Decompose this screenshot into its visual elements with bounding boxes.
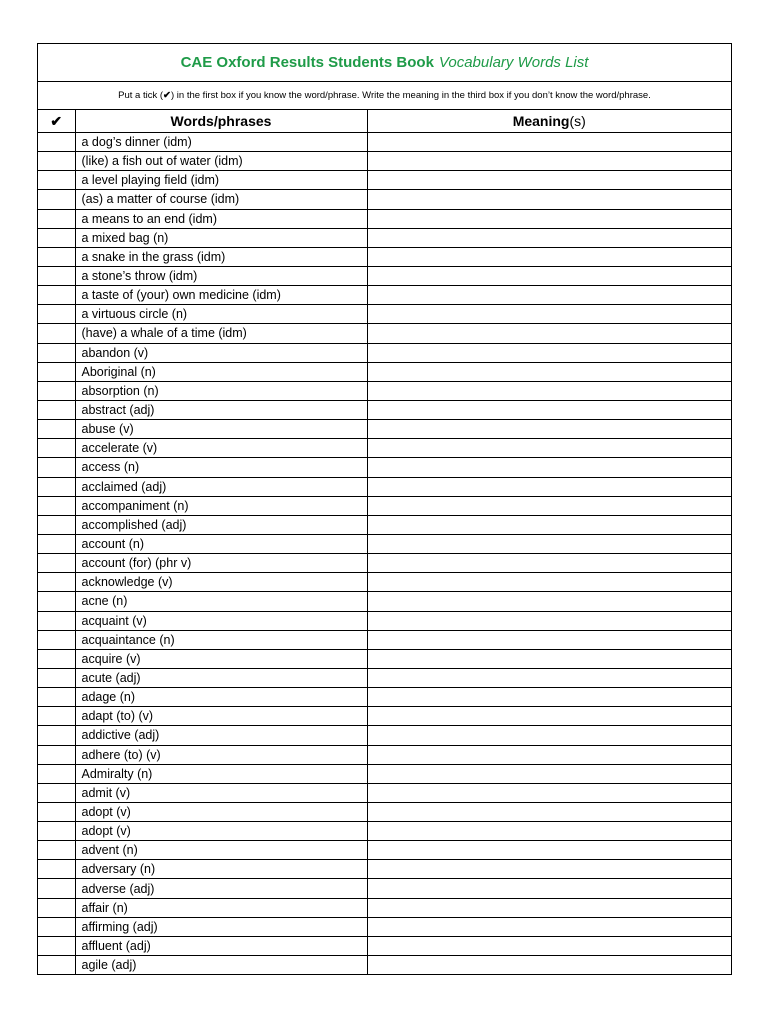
tick-box[interactable] bbox=[38, 515, 75, 534]
tick-column-header bbox=[38, 110, 75, 133]
word-cell: (as) a matter of course (idm) bbox=[75, 190, 367, 209]
table-row bbox=[38, 822, 731, 841]
word-cell: account (for) (phr v) bbox=[75, 554, 367, 573]
tick-box[interactable] bbox=[38, 228, 75, 247]
table-row bbox=[38, 190, 731, 209]
title-row bbox=[38, 44, 731, 82]
table-row bbox=[38, 592, 731, 611]
vocabulary-sheet bbox=[37, 43, 732, 975]
tick-box[interactable] bbox=[38, 860, 75, 879]
meaning-cell[interactable] bbox=[367, 381, 731, 400]
table-row bbox=[38, 802, 731, 821]
word-cell: affirming (adj) bbox=[75, 917, 367, 936]
word-cell: Aboriginal (n) bbox=[75, 362, 367, 381]
word-cell: accomplished (adj) bbox=[75, 515, 367, 534]
tick-box[interactable] bbox=[38, 496, 75, 515]
tick-box[interactable] bbox=[38, 936, 75, 955]
table-row bbox=[38, 266, 731, 285]
meaning-cell[interactable] bbox=[367, 554, 731, 573]
instructions-after: ) in the first box if you know the word/phrase. Write the meaning in the third box if you don’t know the word/phrase. bbox=[171, 90, 651, 101]
word-cell: Admiralty (n) bbox=[75, 764, 367, 783]
word-cell: (like) a fish out of water (idm) bbox=[75, 152, 367, 171]
meaning-cell[interactable] bbox=[367, 152, 731, 171]
word-cell: adhere (to) (v) bbox=[75, 745, 367, 764]
meaning-cell[interactable] bbox=[367, 477, 731, 496]
tick-box[interactable] bbox=[38, 802, 75, 821]
meaning-cell[interactable] bbox=[367, 764, 731, 783]
word-cell: a virtuous circle (n) bbox=[75, 305, 367, 324]
tick-box[interactable] bbox=[38, 247, 75, 266]
meaning-cell[interactable] bbox=[367, 266, 731, 285]
table-row bbox=[38, 534, 731, 553]
meaning-cell[interactable] bbox=[367, 247, 731, 266]
tick-box[interactable] bbox=[38, 554, 75, 573]
table-row bbox=[38, 324, 731, 343]
table-row bbox=[38, 649, 731, 668]
meaning-cell[interactable] bbox=[367, 592, 731, 611]
tick-box[interactable] bbox=[38, 745, 75, 764]
meaning-cell[interactable] bbox=[367, 688, 731, 707]
tick-box[interactable] bbox=[38, 822, 75, 841]
table-row bbox=[38, 668, 731, 687]
instructions-before: Put a tick ( bbox=[118, 90, 164, 101]
table-row bbox=[38, 228, 731, 247]
tick-box[interactable] bbox=[38, 668, 75, 687]
table-row bbox=[38, 630, 731, 649]
table-row bbox=[38, 726, 731, 745]
word-cell: adopt (v) bbox=[75, 802, 367, 821]
word-cell: adapt (to) (v) bbox=[75, 707, 367, 726]
tick-box[interactable] bbox=[38, 726, 75, 745]
table-row bbox=[38, 936, 731, 955]
word-cell: acquaint (v) bbox=[75, 611, 367, 630]
meaning-cell[interactable] bbox=[367, 228, 731, 247]
word-cell: accompaniment (n) bbox=[75, 496, 367, 515]
word-cell: acne (n) bbox=[75, 592, 367, 611]
header-row bbox=[38, 110, 731, 133]
word-cell: a snake in the grass (idm) bbox=[75, 247, 367, 266]
tick-box[interactable] bbox=[38, 439, 75, 458]
tick-box[interactable] bbox=[38, 783, 75, 802]
meaning-cell[interactable] bbox=[367, 879, 731, 898]
table-row bbox=[38, 956, 731, 975]
table-row bbox=[38, 917, 731, 936]
tick-box[interactable] bbox=[38, 458, 75, 477]
meaning-cell[interactable] bbox=[367, 649, 731, 668]
word-cell: abstract (adj) bbox=[75, 400, 367, 419]
meaning-cell[interactable] bbox=[367, 133, 731, 152]
meaning-cell[interactable] bbox=[367, 496, 731, 515]
meaning-header-label: Meaning bbox=[512, 113, 570, 129]
table-row bbox=[38, 171, 731, 190]
table-row bbox=[38, 515, 731, 534]
word-cell: acquire (v) bbox=[75, 649, 367, 668]
meaning-cell[interactable] bbox=[367, 439, 731, 458]
meaning-cell[interactable] bbox=[367, 707, 731, 726]
tick-box[interactable] bbox=[38, 209, 75, 228]
tick-box[interactable] bbox=[38, 400, 75, 419]
meaning-cell[interactable] bbox=[367, 611, 731, 630]
meaning-cell[interactable] bbox=[367, 362, 731, 381]
tick-box[interactable] bbox=[38, 133, 75, 152]
table-row bbox=[38, 477, 731, 496]
tick-box[interactable] bbox=[38, 420, 75, 439]
tick-box[interactable] bbox=[38, 630, 75, 649]
meaning-cell[interactable] bbox=[367, 668, 731, 687]
table-row bbox=[38, 688, 731, 707]
meaning-cell[interactable] bbox=[367, 745, 731, 764]
word-cell: addictive (adj) bbox=[75, 726, 367, 745]
word-cell: acclaimed (adj) bbox=[75, 477, 367, 496]
table-row bbox=[38, 305, 731, 324]
table-row bbox=[38, 458, 731, 477]
table-row bbox=[38, 573, 731, 592]
tick-box[interactable] bbox=[38, 534, 75, 553]
word-cell: affair (n) bbox=[75, 898, 367, 917]
title-sub: Vocabulary Words List bbox=[438, 54, 589, 71]
table-row bbox=[38, 745, 731, 764]
word-cell: adverse (adj) bbox=[75, 879, 367, 898]
word-cell: acquaintance (n) bbox=[75, 630, 367, 649]
table-row bbox=[38, 247, 731, 266]
table-row bbox=[38, 133, 731, 152]
word-cell: (have) a whale of a time (idm) bbox=[75, 324, 367, 343]
meaning-cell[interactable] bbox=[367, 860, 731, 879]
tick-icon: ✔ bbox=[50, 112, 63, 129]
word-cell: abandon (v) bbox=[75, 343, 367, 362]
tick-icon: ✔ bbox=[163, 90, 171, 101]
word-cell: absorption (n) bbox=[75, 381, 367, 400]
word-cell: a taste of (your) own medicine (idm) bbox=[75, 286, 367, 305]
word-cell: a level playing field (idm) bbox=[75, 171, 367, 190]
meaning-cell[interactable] bbox=[367, 783, 731, 802]
tick-box[interactable] bbox=[38, 477, 75, 496]
word-cell: accelerate (v) bbox=[75, 439, 367, 458]
tick-box[interactable] bbox=[38, 286, 75, 305]
words-column-header: Words/phrases bbox=[75, 110, 367, 133]
meaning-cell[interactable] bbox=[367, 917, 731, 936]
meaning-cell[interactable] bbox=[367, 400, 731, 419]
word-cell: account (n) bbox=[75, 534, 367, 553]
table-row bbox=[38, 783, 731, 802]
word-cell: agile (adj) bbox=[75, 956, 367, 975]
tick-box[interactable] bbox=[38, 611, 75, 630]
word-cell: acknowledge (v) bbox=[75, 573, 367, 592]
meaning-cell[interactable] bbox=[367, 305, 731, 324]
tick-box[interactable] bbox=[38, 707, 75, 726]
word-cell: advent (n) bbox=[75, 841, 367, 860]
meaning-cell[interactable] bbox=[367, 822, 731, 841]
meaning-cell[interactable] bbox=[367, 209, 731, 228]
table-row bbox=[38, 841, 731, 860]
meaning-cell[interactable] bbox=[367, 515, 731, 534]
word-cell: a means to an end (idm) bbox=[75, 209, 367, 228]
tick-box[interactable] bbox=[38, 841, 75, 860]
tick-box[interactable] bbox=[38, 152, 75, 171]
word-cell: a mixed bag (n) bbox=[75, 228, 367, 247]
tick-box[interactable] bbox=[38, 171, 75, 190]
meaning-header-suffix: (s) bbox=[569, 113, 586, 129]
table-row bbox=[38, 879, 731, 898]
tick-box[interactable] bbox=[38, 324, 75, 343]
word-cell: a dog’s dinner (idm) bbox=[75, 133, 367, 152]
tick-box[interactable] bbox=[38, 898, 75, 917]
tick-box[interactable] bbox=[38, 592, 75, 611]
meaning-cell[interactable] bbox=[367, 841, 731, 860]
instructions-row bbox=[38, 82, 731, 110]
meaning-cell[interactable] bbox=[367, 171, 731, 190]
meaning-cell[interactable] bbox=[367, 286, 731, 305]
tick-box[interactable] bbox=[38, 190, 75, 209]
table-row bbox=[38, 286, 731, 305]
table-row bbox=[38, 209, 731, 228]
tick-box[interactable] bbox=[38, 381, 75, 400]
meaning-cell[interactable] bbox=[367, 534, 731, 553]
word-cell: adversary (n) bbox=[75, 860, 367, 879]
word-cell: abuse (v) bbox=[75, 420, 367, 439]
meaning-cell[interactable] bbox=[367, 802, 731, 821]
meaning-column-header bbox=[367, 110, 731, 133]
meaning-cell[interactable] bbox=[367, 936, 731, 955]
title-main: CAE Oxford Results Students Book bbox=[180, 54, 434, 71]
word-cell: acute (adj) bbox=[75, 668, 367, 687]
meaning-cell[interactable] bbox=[367, 898, 731, 917]
tick-box[interactable] bbox=[38, 343, 75, 362]
word-cell: adopt (v) bbox=[75, 822, 367, 841]
table-row bbox=[38, 554, 731, 573]
meaning-cell[interactable] bbox=[367, 726, 731, 745]
word-rows bbox=[38, 133, 731, 975]
table-row bbox=[38, 362, 731, 381]
table-row bbox=[38, 860, 731, 879]
meaning-cell[interactable] bbox=[367, 630, 731, 649]
word-cell: affluent (adj) bbox=[75, 936, 367, 955]
tick-box[interactable] bbox=[38, 362, 75, 381]
tick-box[interactable] bbox=[38, 917, 75, 936]
table-row bbox=[38, 381, 731, 400]
vocabulary-table bbox=[38, 110, 731, 974]
meaning-cell[interactable] bbox=[367, 343, 731, 362]
meaning-cell[interactable] bbox=[367, 573, 731, 592]
table-row bbox=[38, 343, 731, 362]
word-cell: adage (n) bbox=[75, 688, 367, 707]
meaning-cell[interactable] bbox=[367, 458, 731, 477]
tick-box[interactable] bbox=[38, 764, 75, 783]
tick-box[interactable] bbox=[38, 649, 75, 668]
table-row bbox=[38, 420, 731, 439]
word-cell: admit (v) bbox=[75, 783, 367, 802]
tick-box[interactable] bbox=[38, 879, 75, 898]
table-row bbox=[38, 898, 731, 917]
tick-box[interactable] bbox=[38, 266, 75, 285]
meaning-cell[interactable] bbox=[367, 324, 731, 343]
word-cell: access (n) bbox=[75, 458, 367, 477]
table-row bbox=[38, 496, 731, 515]
tick-box[interactable] bbox=[38, 688, 75, 707]
table-row bbox=[38, 400, 731, 419]
table-row bbox=[38, 707, 731, 726]
meaning-cell[interactable] bbox=[367, 190, 731, 209]
table-row bbox=[38, 611, 731, 630]
tick-box[interactable] bbox=[38, 305, 75, 324]
tick-box[interactable] bbox=[38, 573, 75, 592]
table-row bbox=[38, 439, 731, 458]
meaning-cell[interactable] bbox=[367, 420, 731, 439]
meaning-cell[interactable] bbox=[367, 956, 731, 975]
table-row bbox=[38, 764, 731, 783]
table-row bbox=[38, 152, 731, 171]
tick-box[interactable] bbox=[38, 956, 75, 975]
word-cell: a stone’s throw (idm) bbox=[75, 266, 367, 285]
